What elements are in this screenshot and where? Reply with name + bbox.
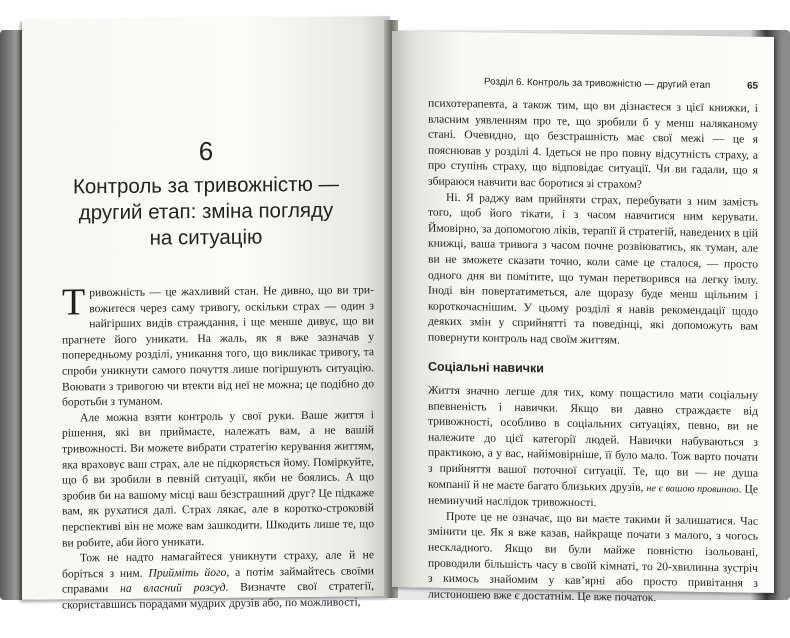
paragraph-text: ривожність — це жахливий стан. Не дивно, що ви три-вожитеся через саму тривогу, оскільки страх — один з найгірших видів страждання, і ще менше дивує, що ви прагнете його уникати. На жаль, як я вже зазначав у попередньому розділі, уникання того, що викликає тривогу, та спроби уникнути самого почуття лише погіршують ситуацію. Воювати з тривогою чи втекти від неї не можна; це подібно до боротьби з туманом.: [62, 283, 374, 409]
chapter-title-line: на ситуацію: [149, 225, 263, 250]
emphasis-text: на власний розсуд: [120, 581, 226, 596]
paragraph-text: , а потім займайтесь своїми справами: [62, 563, 374, 596]
paragraph-text: . Визначте свої стратегії, скориставшись порадами мудрих друзів або, по можливості,: [62, 579, 375, 612]
running-head: [484, 76, 758, 92]
paragraph-text: Тож не надто намагайтеся уникнути страху, але й не боріться з ним.: [62, 548, 374, 581]
paragraph: [62, 547, 374, 613]
emphasis-text: Прийміть його: [148, 565, 227, 580]
chapter-title: [62, 171, 350, 252]
paragraph: [62, 282, 374, 410]
paragraph: Проте це не означає, що ви маєте такими й залишатися. Час змінити це. Як я вже казав, найкраще почати з малого, з чогось нескладного. Якщо ви були майже повністю ізольовані, проводили більшість часу в своїй кімнаті, то 20-хвилинна зустріч з кимось знайомим у кав’ярні або просто привітання з листоношею вже є достатнім. Це вже початок.: [428, 509, 758, 604]
paragraph-text: Життя значно легше для тих, кому пощастило мати соціальну впевненість і навички. Якщо ви давно страждаєте від тривожності, особливо в соціальних ситуаціях, певно, ви не належите до цієї категорії людей. Навички набуваються з практикою, а у вас, найімовірніше, її було мало. Тож варто почати з прийняття вашої поточної ситуації. Те, що ви — не душа компанії й не маєте багато близьких друзів,: [428, 383, 758, 494]
left-page: [22, 16, 390, 612]
emphasis-text: не є вашою провиною: [646, 482, 739, 496]
paragraph: Ні. Я раджу вам прийняти страх, перебувати з ним замість того, щоб його тікати, і з часом навчитися ним керувати. Ймовірно, за допомогою ліків, терапії й стратегій, наведених в цій книжці, ваша тривога з часом почне розвіюватись, як туман, але ви не зможете сказати точно, коли саме це сталося, — просто одного дня ви помітите, що туман перетворився на легку імлу. Іноді він повертатиметься, але щоразу буде менш щільним і короткочаснішим. У цьому розділі я навів рекомендації щодо деяких змін у сприйнятті та поведінці, які допоможуть вам повернути контроль над своїм життям.: [428, 190, 758, 347]
chapter-title-line: другий етап: зміна погляду: [78, 198, 334, 225]
running-head-title: Розділ 6. Контроль за тривожністю — другий етап: [484, 76, 711, 91]
paragraph: психотерапевта, а також тим, що ви дізнаєтеся з цієї книжки, і власним уявленням про те, що зробили б у менш наляканому стані. Очевидно, що безстрашність має свої межі — це я пояснював у розділі 4. Ідеться не про повну відсутність страху, а про ступінь страху, що відповідає ситуації. Чи ви гадали, що я збираюся навчити вас боротися зі страхом?: [428, 96, 758, 191]
paragraph: [428, 383, 758, 514]
paragraph: Але можна взяти контроль у свої руки. Ваше життя і рішення, які ви приймаєте, належать вам, а не вашій тривожності. Ви можете вибрати стратегію керування життям, яка враховує ваш страх, але не підкоряється йому. Поміркуйте, що б ви зробили в певній ситуації, якби не боялись. А що зробив би на вашому місці ваш безстрашний друг? Це підкаже вам, як рухатися далі. Страх лякає, але в коротко-строковій перспективі він не може вам зашкодити. Шкодить лише те, що ви робите, аби його уникати.: [62, 407, 374, 550]
page-number: 65: [747, 80, 758, 92]
left-body-text: [62, 282, 374, 613]
right-body-text: [428, 96, 758, 608]
paragraph-text: . Це неминучий наслідок тривожності.: [428, 482, 758, 510]
right-page: [392, 31, 774, 604]
section-heading: Соціальні навички: [428, 359, 544, 375]
drop-cap: Т: [62, 281, 86, 324]
chapter-number: 6: [198, 135, 214, 167]
chapter-title-line: Контроль за тривожністю —: [72, 172, 340, 199]
